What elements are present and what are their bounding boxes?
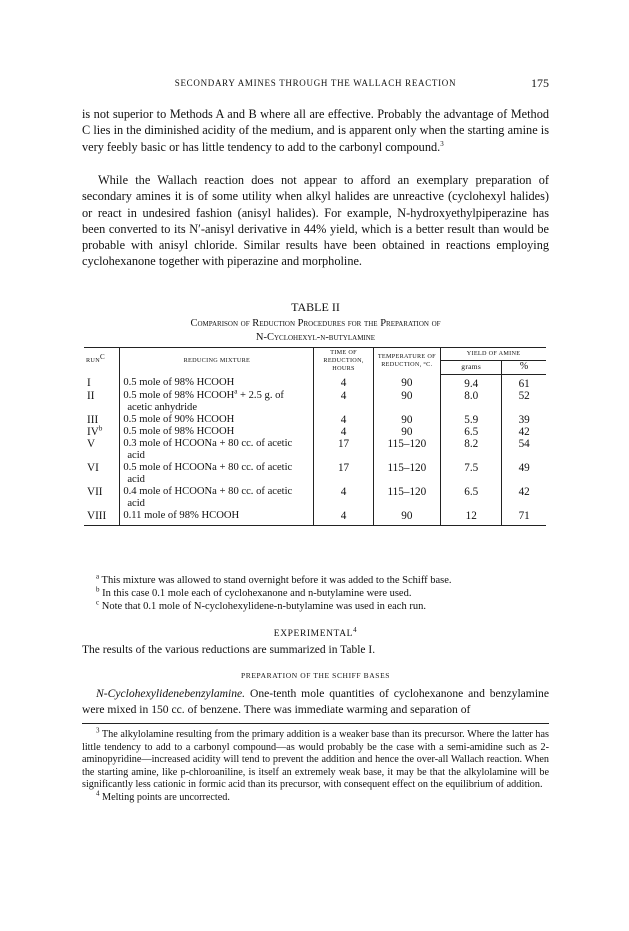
cell-time: 17 bbox=[314, 438, 373, 462]
cell-percent: 54 bbox=[518, 437, 530, 450]
cell-run: II bbox=[84, 390, 120, 414]
schiff-bases-heading: PREPARATION OF THE SCHIFF BASES bbox=[240, 671, 391, 680]
cell-run: V bbox=[84, 438, 120, 462]
table-caption-line-1: Comparison of Reduction Procedures for the Preparation of bbox=[190, 318, 441, 329]
cell-temp: 90 bbox=[373, 374, 440, 390]
cell-run: III bbox=[84, 414, 120, 426]
cell-mixture: 0.5 mole of 98% $HCOOH^a + 2.5$ g. of acetic anhydride bbox=[120, 390, 314, 414]
table-note: $^a$ This mixture was allowed to stand overnight before it was added to the Schiff base. bbox=[96, 572, 452, 586]
experimental-heading: EXPERIMENTAL$^4$ bbox=[273, 625, 358, 639]
footnote: $^4$ Melting points are uncorrected. bbox=[96, 789, 230, 803]
cell-grams: 12 bbox=[441, 510, 502, 526]
experimental-summary: The results of the various reductions are summarized in Table I. bbox=[82, 644, 376, 656]
cell-percent: 42 bbox=[518, 425, 530, 438]
cell-temp: 90 bbox=[373, 414, 440, 426]
table-row bbox=[84, 414, 546, 426]
cell-percent: 42 bbox=[518, 485, 530, 498]
paragraph-2: While the Wallach reaction does not appear to afford an exemplary preparation of secondary amines it is of some utility when alkyl halides are unreactive (cyclohexyl halides) or react in undesired fashion (anisyl halides). For example, N-hydroxyethylpiperazine has been converted to its N′-anisyl derivative in 44% yield, which is a better result than would be probable with anisyl chloride. Similar results have been obtained in reactions employing cyclohexanone together with piperazine and morpholine. bbox=[82, 173, 549, 269]
header-mixture: REDUCING MIXTURE bbox=[120, 348, 314, 375]
cell-run: VII bbox=[84, 486, 120, 510]
table-row bbox=[84, 426, 546, 438]
cell-percent: 52 bbox=[518, 389, 530, 402]
cell-time: 4 bbox=[314, 510, 373, 526]
footnote-ref-3: 3 bbox=[440, 139, 444, 148]
compound-name: N-Cyclohexylidenebenzylamine. bbox=[96, 687, 246, 700]
page-number: 175 bbox=[531, 76, 549, 90]
page-header bbox=[82, 76, 549, 90]
cell-temp: 90 bbox=[373, 426, 440, 438]
paragraph-1 bbox=[82, 106, 549, 155]
table-notes bbox=[96, 574, 549, 613]
compound-text: One-tenth mole quantities of cyclohexanone and benzylamine were mixed in 150 cc. of benzene. There was immediate warming and separation of bbox=[82, 687, 549, 716]
table-note: $^c$ Note that 0.1 mole of N-cyclohexylidene-n-butylamine was used in each run. bbox=[96, 598, 426, 612]
table-row bbox=[84, 374, 546, 390]
table-note: $^b$ In this case 0.1 mole each of cyclohexanone and n-butylamine were used. bbox=[96, 585, 412, 599]
cell-time: 4 bbox=[314, 426, 373, 438]
header-grams: grams bbox=[441, 361, 502, 374]
cell-grams: 9.4 bbox=[441, 374, 502, 390]
table-header-row bbox=[84, 348, 546, 361]
header-percent: % bbox=[502, 361, 546, 374]
cell-run: VIII bbox=[84, 510, 120, 526]
table-title: TABLE II bbox=[291, 300, 340, 314]
header-time: TIME OF REDUCTION, HOURS bbox=[314, 348, 373, 375]
cell-percent: 39 bbox=[518, 413, 530, 426]
header-temp: TEMPERATURE OF REDUCTION, °C. bbox=[373, 348, 440, 375]
table-caption bbox=[82, 317, 549, 345]
cell-percent: 49 bbox=[518, 461, 530, 474]
cell-mixture: 0.5 mole of 98% HCOOH bbox=[120, 426, 314, 438]
cell-temp: 115–120 bbox=[373, 486, 440, 510]
cell-mixture: 0.3 mole of HCOONa + 80 cc. of acetic acid bbox=[120, 438, 314, 462]
cell-mixture: 0.11 mole of 98% HCOOH bbox=[120, 510, 314, 526]
table-row bbox=[84, 486, 546, 510]
paragraph-1-text: is not superior to Methods A and B where all are effective. Probably the advantage of Method C lies in the diminished acidity of the medium, and is apparent only when the starting amine is very feebly basic or has little tendency to add to the carbonyl compound. bbox=[82, 107, 549, 154]
reduction-table bbox=[84, 347, 546, 526]
running-head: SECONDARY AMINES THROUGH THE WALLACH REACTION bbox=[174, 78, 457, 88]
cell-grams: 8.0 bbox=[441, 390, 502, 414]
cell-mixture: 0.5 mole of 90% HCOOH bbox=[120, 414, 314, 426]
cell-percent: 71 bbox=[502, 510, 546, 526]
cell-grams: 5.9 bbox=[441, 414, 502, 426]
table-row bbox=[84, 510, 546, 526]
cell-time: 4 bbox=[314, 414, 373, 426]
cell-time: 4 bbox=[314, 486, 373, 510]
footnote: $^3$ The alkylolamine resulting from the primary addition is a weaker base than its precursor. Where the latter has little tendency to add to a carbonyl compound—as would probably be the case with a semi-amidine such as 2-aminopyridine—increased acidity will tend to prevent the addition and hence the over-all Wallach reaction. When the starting amine, like p-chloroaniline, is itself an extremely weak base, it may be that the alkylolamine will be significantly less cationic in formic acid than its precursor, with consequent effect on the equilibrium of addition. bbox=[82, 726, 549, 791]
cell-mixture: 0.4 mole of HCOONa + 80 cc. of acetic acid bbox=[120, 486, 314, 510]
table-row bbox=[84, 390, 546, 414]
cell-temp: 115–120 bbox=[373, 462, 440, 486]
cell-temp: 90 bbox=[373, 510, 440, 526]
cell-mixture: 0.5 mole of HCOONa + 80 cc. of acetic acid bbox=[120, 462, 314, 486]
footnote-rule bbox=[82, 723, 549, 724]
header-yield: YIELD OF AMINE bbox=[441, 348, 546, 361]
cell-run: $IV^b$ bbox=[84, 426, 120, 438]
cell-mixture: 0.5 mole of 98% HCOOH bbox=[120, 374, 314, 390]
cell-time: 17 bbox=[314, 462, 373, 486]
cell-grams: 6.5 bbox=[441, 426, 502, 438]
table-row bbox=[84, 462, 546, 486]
table-caption-line-2: N-Cyclohexyl-n-butylamine bbox=[255, 332, 376, 343]
cell-time: 4 bbox=[314, 374, 373, 390]
cell-grams: 8.2 bbox=[441, 438, 502, 462]
header-run: $RUN^C$ bbox=[84, 348, 120, 375]
schiff-base-paragraph bbox=[82, 686, 549, 717]
cell-time: 4 bbox=[314, 390, 373, 414]
cell-run: I bbox=[84, 374, 120, 390]
cell-run: VI bbox=[84, 462, 120, 486]
cell-grams: 7.5 bbox=[441, 462, 502, 486]
footnotes bbox=[82, 726, 549, 805]
cell-percent: 61 bbox=[518, 377, 530, 390]
table-row bbox=[84, 438, 546, 462]
table-body bbox=[84, 374, 546, 525]
cell-temp: 115–120 bbox=[373, 438, 440, 462]
cell-grams: 6.5 bbox=[441, 486, 502, 510]
cell-temp: 90 bbox=[373, 390, 440, 414]
